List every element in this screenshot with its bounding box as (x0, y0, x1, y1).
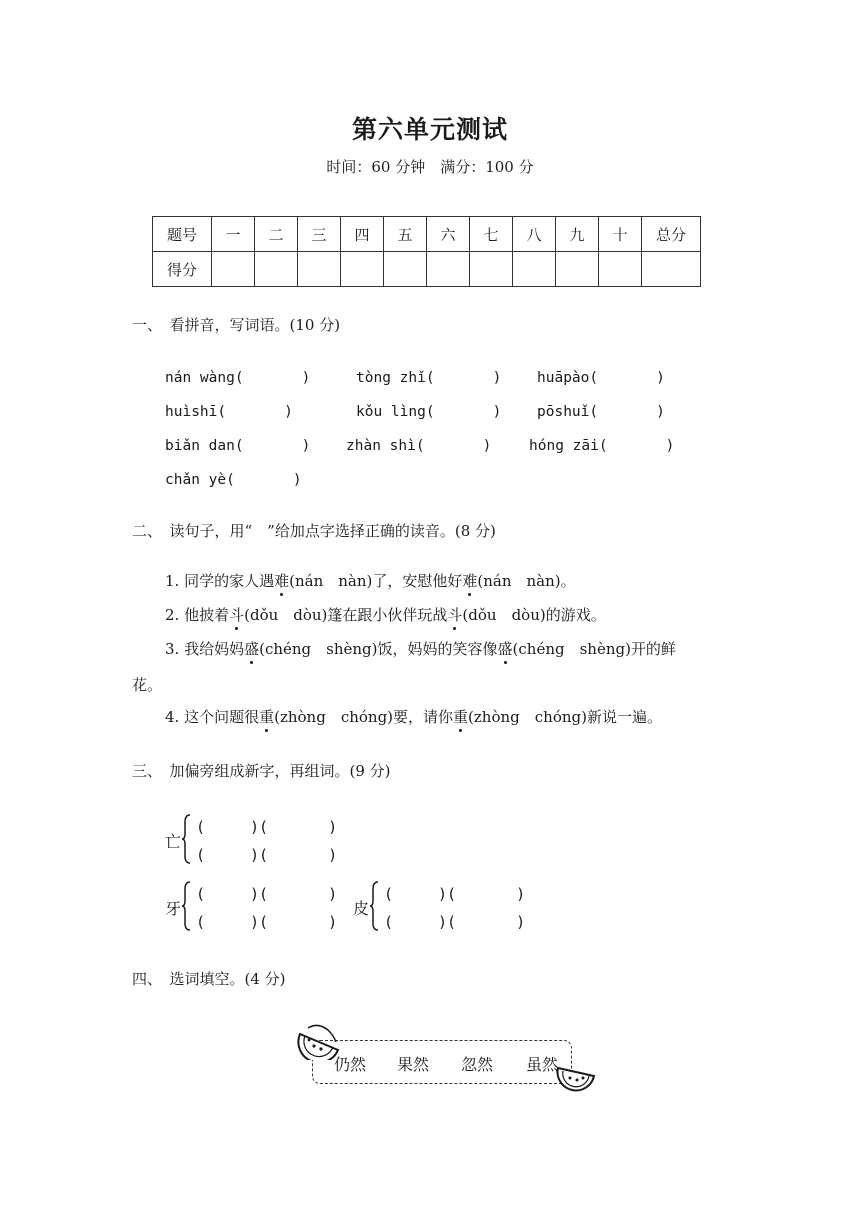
dotted-char: 斗 (229, 606, 245, 624)
table-cell: 五 (384, 217, 427, 252)
pronunciation-options[interactable]: (chéng shèng)开的鲜 (512, 640, 676, 658)
question-sentence (165, 570, 576, 591)
dotted-char: 重 (259, 708, 275, 726)
table-cell: 一 (212, 217, 255, 252)
score-input-cell[interactable] (556, 252, 599, 287)
table-cell: 九 (556, 217, 599, 252)
pronunciation-options[interactable]: (nán nàn)。 (477, 572, 576, 590)
blank-pair[interactable]: ( )( ) (384, 885, 526, 903)
score-input-cell[interactable] (298, 252, 341, 287)
pronunciation-options[interactable]: (zhòng chóng)新说一遍。 (468, 708, 662, 726)
score-table (152, 216, 701, 287)
score-table-header-row (153, 217, 701, 252)
score-input-cell[interactable] (642, 252, 701, 287)
pinyin-item[interactable]: huāpào( ) (537, 370, 665, 386)
question-sentence (165, 604, 606, 625)
score-input-cell[interactable] (470, 252, 513, 287)
table-cell: 得分 (153, 252, 212, 287)
brace-icon (369, 881, 379, 931)
sentence-continuation: 花。 (132, 676, 163, 694)
blank-pair[interactable]: ( )( ) (196, 913, 338, 931)
score-input-cell[interactable] (513, 252, 556, 287)
pinyin-item[interactable]: kǒu lìng( ) (356, 404, 502, 420)
sentence-text: 4. 这个问题很 (165, 708, 260, 726)
score-input-cell[interactable] (427, 252, 470, 287)
radical-char: 牙 (165, 899, 182, 918)
score-table-score-row (153, 252, 701, 287)
page-title: 第六单元测试 (351, 115, 508, 144)
table-cell: 二 (255, 217, 298, 252)
dotted-char: 盛 (497, 640, 513, 658)
table-cell: 八 (513, 217, 556, 252)
pinyin-item[interactable]: tòng zhǐ( ) (356, 370, 502, 386)
pinyin-item[interactable]: hóng zāi( ) (529, 438, 675, 454)
section-heading: 二、 读句子，用“ ”给加点字选择正确的读音。(8 分) (132, 522, 496, 540)
word-bank-item[interactable]: 忽然 (461, 1055, 494, 1074)
exam-info: 时间：60 分钟 满分：100 分 (326, 158, 534, 176)
score-input-cell[interactable] (341, 252, 384, 287)
section-heading: 三、 加偏旁组成新字，再组词。(9 分) (132, 762, 391, 780)
pronunciation-options[interactable]: (dǒu dòu)的游戏。 (462, 606, 606, 624)
score-input-cell[interactable] (255, 252, 298, 287)
radical-char: 亡 (165, 832, 182, 851)
table-cell: 六 (427, 217, 470, 252)
pinyin-item[interactable]: chǎn yè( ) (165, 472, 302, 488)
pronunciation-options[interactable]: (chéng shèng)饭，妈妈的笑容像 (259, 640, 498, 658)
sentence-text: 2. 他披着 (165, 606, 230, 624)
question-sentence (165, 706, 662, 727)
pronunciation-options[interactable]: (nán nàn)了，安慰他好 (289, 572, 463, 590)
pronunciation-options[interactable]: (zhòng chóng)要，请你 (274, 708, 454, 726)
watermelon-icon (556, 1062, 596, 1092)
question-sentence (165, 638, 676, 659)
pronunciation-options[interactable]: (dǒu dòu)篷在跟小伙伴玩战 (244, 606, 448, 624)
dotted-char: 盛 (244, 640, 260, 658)
pinyin-item[interactable]: huìshī( ) (165, 404, 293, 420)
dotted-char: 难 (462, 572, 478, 590)
blank-pair[interactable]: ( )( ) (384, 913, 526, 931)
table-cell: 十 (599, 217, 642, 252)
sentence-text: 3. 我给妈妈 (165, 640, 245, 658)
word-bank-item[interactable]: 仍然 (334, 1055, 367, 1074)
table-cell: 四 (341, 217, 384, 252)
word-bank-item[interactable]: 果然 (397, 1055, 430, 1074)
watermelon-icon (296, 1020, 342, 1060)
brace-icon (181, 881, 191, 931)
score-input-cell[interactable] (599, 252, 642, 287)
pinyin-item[interactable]: nán wàng( ) (165, 370, 311, 386)
radical-char: 皮 (353, 899, 370, 918)
pinyin-item[interactable]: biǎn dan( ) (165, 438, 311, 454)
score-input-cell[interactable] (384, 252, 427, 287)
blank-pair[interactable]: ( )( ) (196, 818, 338, 836)
score-input-cell[interactable] (212, 252, 255, 287)
dotted-char: 斗 (447, 606, 463, 624)
table-cell: 总分 (642, 217, 701, 252)
table-cell: 题号 (153, 217, 212, 252)
brace-icon (181, 814, 191, 864)
table-cell: 三 (298, 217, 341, 252)
table-cell: 七 (470, 217, 513, 252)
dotted-char: 重 (453, 708, 469, 726)
dotted-char: 难 (274, 572, 290, 590)
sentence-text: 1. 同学的家人遇 (165, 572, 275, 590)
pinyin-item[interactable]: zhàn shì( ) (346, 438, 492, 454)
word-bank-item[interactable]: 虽然 (526, 1055, 559, 1074)
blank-pair[interactable]: ( )( ) (196, 846, 338, 864)
pinyin-item[interactable]: pōshuǐ( ) (537, 404, 665, 420)
section-heading: 一、 看拼音，写词语。(10 分) (132, 316, 341, 334)
section-heading: 四、 选词填空。(4 分) (132, 970, 286, 988)
blank-pair[interactable]: ( )( ) (196, 885, 338, 903)
